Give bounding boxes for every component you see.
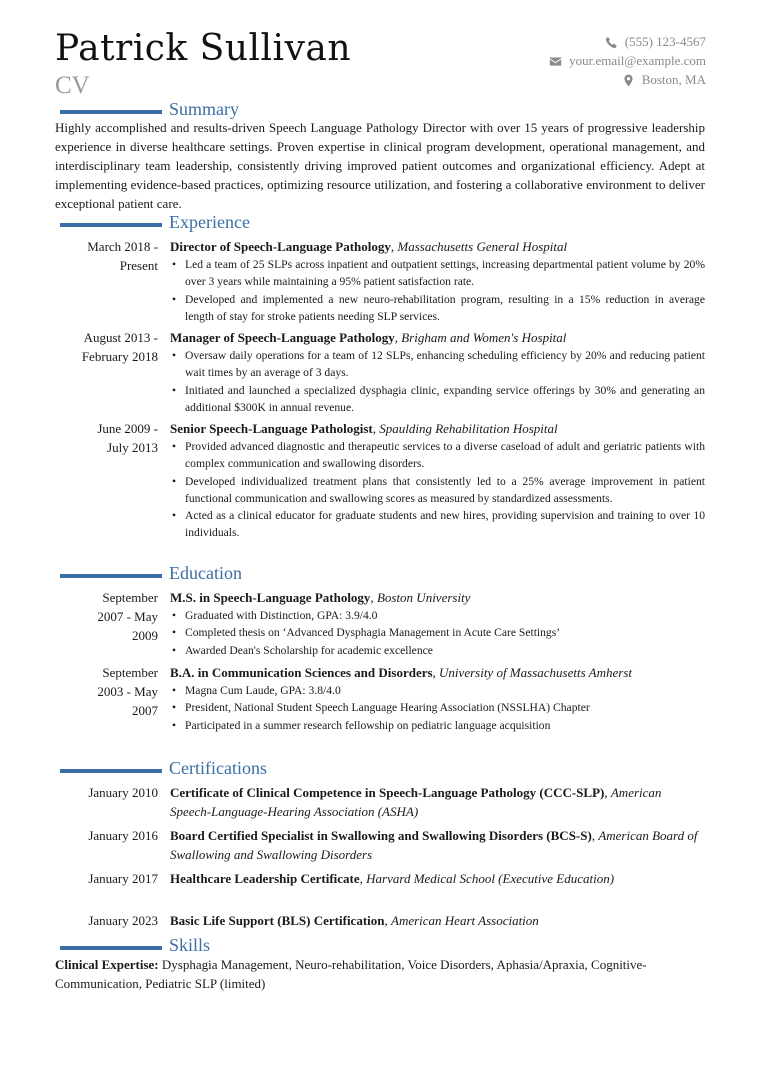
certifying-body: Harvard Medical School (Executive Education) — [366, 871, 615, 886]
certification-entry: Healthcare Leadership Certificate, Harvard Medical School (Executive Education) — [170, 871, 615, 886]
education-bullets — [170, 682, 705, 734]
section-education-heading — [60, 561, 242, 585]
section-accent-bar — [60, 574, 162, 578]
job-title: Senior Speech-Language Pathologist — [170, 421, 373, 436]
education-bullets — [170, 607, 705, 659]
location-text: Boston, MA — [641, 72, 706, 87]
experience-date — [55, 328, 158, 366]
education-entry — [170, 588, 705, 659]
date-end: July 2013 — [107, 440, 158, 455]
section-accent-bar — [60, 769, 162, 773]
institution: University of Massachusetts Amherst — [439, 665, 632, 680]
list-item: • Magna Cum Laude, GPA: 3.8/4.0 — [170, 682, 705, 699]
list-item: • Completed thesis on ‘Advanced Dysphagia Management in Acute Care Settings’ — [170, 624, 705, 641]
education-date — [55, 588, 158, 645]
list-item: • Awarded Dean's Scholarship for academic excellence — [170, 642, 705, 659]
employer: Massachusetts General Hospital — [397, 239, 568, 254]
contact-phone — [605, 34, 706, 50]
section-certifications-heading — [60, 756, 267, 780]
experience-entry — [170, 328, 705, 416]
certification-title: Healthcare Leadership Certificate — [170, 871, 360, 886]
institution: Boston University — [376, 590, 471, 605]
education-entry — [170, 663, 705, 734]
contact-email — [549, 53, 706, 69]
certification-entry: Certificate of Clinical Competence in Speech-Language Pathology (CCC-SLP), American Speech-Language-Hearing Association (ASHA) — [170, 785, 662, 819]
degree: M.S. in Speech-Language Pathology — [170, 590, 371, 605]
experience-entry — [170, 237, 705, 325]
candidate-name: Patrick Sullivan — [55, 28, 352, 69]
experience-entry — [170, 419, 705, 542]
certification-date: January 2016 — [88, 828, 158, 843]
list-item: • Led a team of 25 SLPs across inpatient and outpatient settings, increasing departmental patient volume by 20% over 3 years while maintaining a 95% patient satisfaction rate. — [170, 256, 705, 291]
phone-text: (555) 123-4567 — [624, 34, 706, 49]
list-item: • Oversaw daily operations for a team of 12 SLPs, enhancing scheduling efficiency by 20% and reducing patient wait times by an average of 3 days. — [170, 347, 705, 382]
certification-title: Basic Life Support (BLS) Certification — [170, 913, 385, 928]
list-item: • President, National Student Speech Language Hearing Association (NSSLHA) Chapter — [170, 699, 705, 716]
certification-date: January 2010 — [88, 785, 158, 800]
section-accent-bar — [60, 946, 162, 950]
degree: B.A. in Communication Sciences and Disorders — [170, 665, 433, 680]
location-pin-icon — [622, 74, 635, 87]
list-item: • Developed individualized treatment plans that consistently led to a 25% average improvement in patient functional communication and swallowing scores as measured by standardized assessments. — [170, 473, 705, 508]
skills-paragraph — [55, 955, 715, 993]
education-date — [55, 663, 158, 720]
section-title: Skills — [169, 934, 211, 955]
certification-entry: Board Certified Specialist in Swallowing and Swallowing Disorders (BCS-S), American Board of Swallowing and Swallowing Disorders — [170, 828, 698, 862]
employer: Spaulding Rehabilitation Hospital — [379, 421, 558, 436]
job-title: Director of Speech-Language Pathology — [170, 239, 391, 254]
section-accent-bar — [60, 110, 162, 114]
experience-title-line: Manager of Speech-Language Pathology, Brigham and Women's Hospital — [170, 330, 567, 345]
skills-label: Clinical Expertise: — [55, 957, 159, 972]
contact-location — [622, 72, 706, 88]
list-item: • Participated in a summer research fellowship on pediatric language acquisition — [170, 717, 705, 734]
certification-title: Certificate of Clinical Competence in Speech-Language Pathology (CCC-SLP) — [170, 785, 605, 800]
date-line: September — [102, 665, 158, 680]
experience-date — [55, 419, 158, 457]
list-item: • Developed and implemented a new neuro-rehabilitation program, resulting in a 15% reduction in average length of stay for stroke patients needing SLP services. — [170, 291, 705, 326]
list-item: • Graduated with Distinction, GPA: 3.9/4.0 — [170, 607, 705, 624]
date-line: 2007 — [132, 703, 158, 718]
document-subtitle: CV — [55, 72, 90, 99]
certifying-body: American Speech-Language-Hearing Association (ASHA) — [170, 785, 662, 819]
date-end: Present — [119, 258, 158, 273]
section-title: Summary — [169, 98, 239, 119]
experience-bullets — [170, 256, 705, 325]
experience-title-line: Senior Speech-Language Pathologist, Spaulding Rehabilitation Hospital — [170, 421, 558, 436]
experience-bullets — [170, 438, 705, 542]
section-title: Education — [169, 562, 242, 583]
list-item: • Acted as a clinical educator for graduate students and new hires, providing supervision and training to over 10 individuals. — [170, 507, 705, 542]
email-icon — [549, 55, 562, 68]
phone-icon — [605, 36, 618, 49]
date-start: March 2018 - — [87, 239, 158, 254]
date-line: 2009 — [132, 628, 158, 643]
list-item: • Initiated and launched a specialized dysphagia clinic, expanding service offerings by 30% and generating an additional $300K in annual revenue. — [170, 382, 705, 417]
date-line: 2007 - May — [97, 609, 158, 624]
date-line: September — [102, 590, 158, 605]
experience-title-line: Director of Speech-Language Pathology, Massachusetts General Hospital — [170, 239, 568, 254]
employer: Brigham and Women's Hospital — [401, 330, 567, 345]
certifying-body: American Heart Association — [391, 913, 539, 928]
experience-bullets — [170, 347, 705, 416]
list-item: • Provided advanced diagnostic and therapeutic services to a diverse caseload of adult and geriatric patients with complex communication and swallowing disorders. — [170, 438, 705, 473]
date-end: February 2018 — [81, 349, 158, 364]
date-start: June 2009 - — [97, 421, 158, 436]
date-start: August 2013 - — [83, 330, 158, 345]
certification-title: Board Certified Specialist in Swallowing and Swallowing Disorders (BCS-S) — [170, 828, 592, 843]
job-title: Manager of Speech-Language Pathology — [170, 330, 395, 345]
certification-entry: Basic Life Support (BLS) Certification, American Heart Association — [170, 913, 539, 928]
degree-title-line: B.A. in Communication Sciences and Disorders, University of Massachusetts Amherst — [170, 665, 632, 680]
skills-text: Dysphagia Management, Neuro-rehabilitation, Voice Disorders, Aphasia/Apraxia, Cognitive-Communication, Pediatric SLP (limited) — [55, 957, 647, 991]
section-title: Experience — [169, 211, 250, 232]
section-skills-heading — [60, 933, 210, 957]
certification-date: January 2017 — [88, 871, 158, 886]
degree-title-line: M.S. in Speech-Language Pathology, Boston University — [170, 590, 471, 605]
certifying-body: American Board of Swallowing and Swallowing Disorders — [170, 828, 698, 862]
section-accent-bar — [60, 223, 162, 227]
summary-paragraph: Highly accomplished and results-driven Speech Language Pathology Director with over 15 years of progressive leadership experience in diverse healthcare settings. Proven expertise in clinical program development, operational management, and interdisciplinary team leadership, consistently driving improved patient outcomes and organizational efficiency. Adept at implementing evidence-based practices, optimizing resource utilization, and fostering a collaborative environment to deliver exceptional patient care. — [55, 120, 705, 211]
section-experience-heading — [60, 210, 250, 234]
date-line: 2003 - May — [97, 684, 158, 699]
certification-date: January 2023 — [88, 913, 158, 928]
experience-date — [55, 237, 158, 275]
section-title: Certifications — [169, 757, 267, 778]
email-text[interactable]: your.email@example.com — [569, 53, 706, 68]
